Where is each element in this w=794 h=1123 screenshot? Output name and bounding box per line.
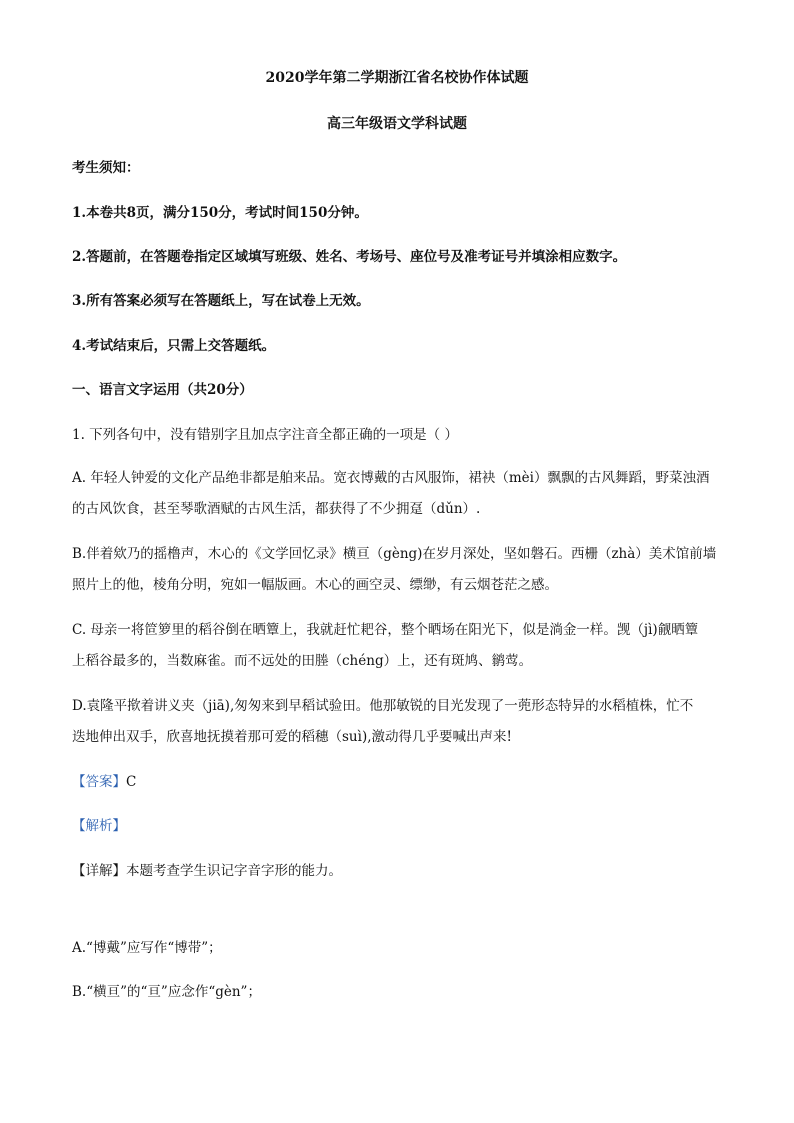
option-b-line-2: 照片上的他，棱角分明，宛如一幅版画。木心的画空灵、缥缈，有云烟苍茫之感。 [72,577,558,593]
answer-row [72,772,732,792]
option-b-line-1: B.伴着欸乃的摇橹声，木心的《文学回忆录》横亘（gèng)在岁月深处，坚如磐石。西栅（zhà）美术馆前墙 [72,546,717,562]
detail-b: B.“横亘”的“亘”应念作“gèn”； [72,984,261,1000]
notice-item-3: 3.所有答案必须写在答题纸上，写在试卷上无效。 [72,293,370,309]
question-stem: 1. 下列各句中，没有错别字且加点字注音全都正确的一项是（ ） [72,427,458,443]
detail-row [72,861,732,881]
option-a-line-1: A. 年轻人钟爱的文化产品绝非都是舶来品。宽衣博戴的古风服饰，裙袂（mèi）飘飘的古风舞蹈，野菜浊酒 [72,470,710,486]
notice-item-2: 2.答题前，在答题卷指定区域填写班级、姓名、考场号、座位号及准考证号并填涂相应数字。 [72,249,627,265]
detail-label: 【详解】 [72,863,126,879]
notice-item-4: 4.考试结束后，只需上交答题纸。 [72,338,276,354]
section-title: 一、语言文字运用（共20分） [72,382,253,398]
answer-label: 【答案】 [72,774,126,790]
exam-subtitle: 高三年级语文学科试题 [327,116,467,132]
answer-value: C [126,774,137,790]
detail-a: A.“博戴”应写作“博带”； [72,940,222,956]
exam-title: 2020学年第二学期浙江省名校协作体试题 [265,70,529,86]
analysis-row [72,816,732,836]
detail-text: 本题考查学生识记字音字形的能力。 [126,863,342,879]
option-d-line-1: D.袁隆平揿着讲义夹（jiā),匆匆来到早稻试验田。他那敏锐的目光发现了一蔸形态特异的水稻植株，忙不 [72,698,694,714]
option-a-line-2: 的古风饮食，甚至琴歌酒赋的古风生活，都获得了不少拥趸（dǔn）. [72,501,481,517]
notice-item-1: 1.本卷共8页，满分150分，考试时间150分钟。 [72,205,368,221]
option-c-line-1: C. 母亲一将笸箩里的稻谷倒在晒簟上，我就赶忙耙谷，整个晒场在阳光下，似是淌金一样。觊（jì)觎晒簟 [72,622,699,638]
option-c-line-2: 上稻谷最多的，当数麻雀。而不远处的田塍（chéng）上，还有斑鸠、鹟莺。 [72,653,533,669]
notice-heading: 考生须知： [72,160,140,176]
option-d-line-2: 迭地伸出双手，欣喜地抚摸着那可爱的稻穗（suì),激动得几乎要喊出声来! [72,729,512,745]
analysis-label: 【解析】 [72,818,126,834]
